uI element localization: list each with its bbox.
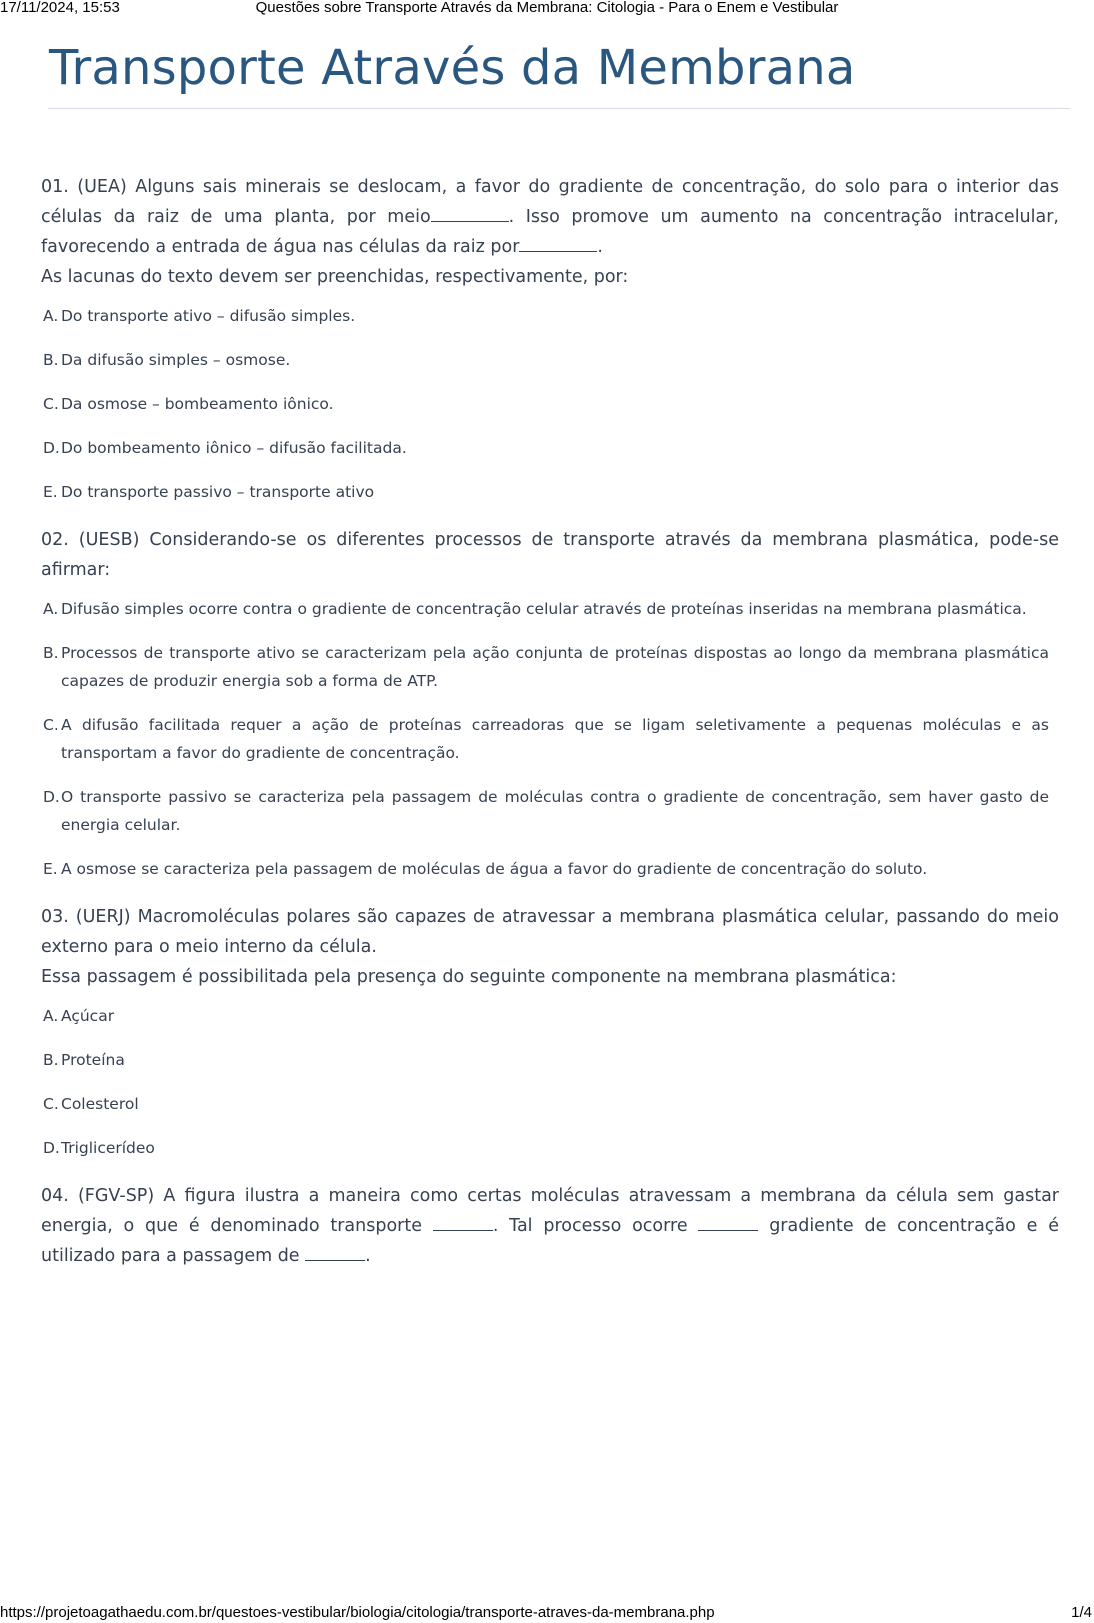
option-c <box>41 1090 1059 1118</box>
option-list <box>41 1002 1059 1162</box>
question-03 <box>41 902 1059 1162</box>
option-text: A difusão facilitada requer a ação de proteínas carreadoras que se ligam seletivamente a pequenas moléculas e as transportam a favor do gradiente de concentração. <box>61 716 1049 762</box>
question-02 <box>41 525 1059 883</box>
option-c <box>41 390 1059 418</box>
option-b <box>41 346 1059 374</box>
option-text: Da osmose – bombeamento iônico. <box>61 395 334 413</box>
option-text: Da difusão simples – osmose. <box>61 351 291 369</box>
option-list <box>41 302 1059 506</box>
print-document-title: Questões sobre Transporte Através da Membrana: Citologia - Para o Enem e Vestibular <box>255 0 839 16</box>
option-d <box>41 783 1059 839</box>
option-letter: B. <box>43 351 59 369</box>
print-header <box>0 0 1094 16</box>
answer-blank <box>431 203 509 222</box>
option-letter: A. <box>43 307 59 325</box>
option-text: Do transporte passivo – transporte ativo <box>61 483 375 501</box>
option-text: Do bombeamento iônico – difusão facilitada. <box>61 439 407 457</box>
question-04 <box>41 1181 1059 1271</box>
option-letter: C. <box>43 395 59 413</box>
option-letter: A. <box>43 600 59 618</box>
option-text: Açúcar <box>61 1007 115 1025</box>
option-letter: C. <box>43 716 59 734</box>
question-prompt: As lacunas do texto devem ser preenchidas, respectivamente, por: <box>41 267 629 287</box>
question-stem-part: gradiente de concentração e é utilizado para a passagem de <box>41 1216 1059 1266</box>
page-title: Transporte Através da Membrana <box>49 40 856 96</box>
option-text: O transporte passivo se caracteriza pela passagem de moléculas contra o gradiente de concentração, sem haver gasto de energia celular. <box>61 788 1049 834</box>
print-datetime: 17/11/2024, 15:53 <box>0 0 120 16</box>
answer-blank <box>519 233 597 252</box>
question-stem: 03. (UERJ) Macromoléculas polares são capazes de atravessar a membrana plasmática celular, passando do meio externo para o meio interno da célula. <box>41 907 1059 957</box>
option-a <box>41 1002 1059 1030</box>
question-stem-part: . Tal processo ocorre <box>492 1216 688 1236</box>
option-letter: D. <box>43 439 60 457</box>
question-stem-part: . Isso promove um aumento na concentração intracelular, favorecendo a entrada de água nas células da raiz por <box>41 207 1059 257</box>
option-letter: C. <box>43 1095 59 1113</box>
question-prompt: Essa passagem é possibilitada pela presença do seguinte componente na membrana plasmática: <box>41 967 897 987</box>
title-divider <box>48 108 1070 109</box>
print-url: https://projetoagathaedu.com.br/questoes-vestibular/biologia/citologia/transporte-atraves-da-membrana.php <box>0 1604 715 1621</box>
question-stem-part: 01. (UEA) Alguns sais minerais se deslocam, a favor do gradiente de concentração, do solo para o interior das células da raiz de uma planta, por meio <box>41 177 1059 227</box>
option-letter: A. <box>43 1007 59 1025</box>
option-b <box>41 639 1059 695</box>
answer-blank <box>305 1242 365 1261</box>
option-a <box>41 302 1059 330</box>
question-stem-part: 04. (FGV-SP) A figura ilustra a maneira como certas moléculas atravessam a membrana da célula sem gastar energia, o que é denominado transporte <box>41 1186 1059 1236</box>
option-b <box>41 1046 1059 1074</box>
question-stem: 02. (UESB) Considerando-se os diferentes processos de transporte através da membrana plasmática, pode-se afirmar: <box>41 530 1059 580</box>
answer-blank <box>698 1212 758 1231</box>
question-01 <box>41 172 1059 506</box>
option-e <box>41 855 1059 883</box>
option-text: Triglicerídeo <box>61 1139 155 1157</box>
option-letter: B. <box>43 644 59 662</box>
option-e <box>41 478 1059 506</box>
option-letter: D. <box>43 788 60 806</box>
option-list <box>41 595 1059 883</box>
option-a <box>41 595 1059 623</box>
questions-list <box>41 172 1059 1290</box>
print-footer <box>0 1604 1094 1622</box>
option-text: Colesterol <box>61 1095 139 1113</box>
option-text: Proteína <box>61 1051 125 1069</box>
question-stem-part: . <box>597 237 603 257</box>
question-stem <box>41 1181 1059 1271</box>
option-c <box>41 711 1059 767</box>
option-d <box>41 434 1059 462</box>
option-letter: E. <box>43 483 58 501</box>
option-text: Do transporte ativo – difusão simples. <box>61 307 356 325</box>
question-stem <box>41 172 1059 262</box>
question-stem-part: . <box>365 1246 371 1266</box>
option-letter: D. <box>43 1139 60 1157</box>
option-text: A osmose se caracteriza pela passagem de moléculas de água a favor do gradiente de concentração do soluto. <box>61 860 928 878</box>
page-number: 1/4 <box>1071 1604 1092 1621</box>
option-letter: E. <box>43 860 58 878</box>
option-text: Difusão simples ocorre contra o gradiente de concentração celular através de proteínas inseridas na membrana plasmática. <box>61 600 1027 618</box>
option-d <box>41 1134 1059 1162</box>
option-text: Processos de transporte ativo se caracterizam pela ação conjunta de proteínas dispostas ao longo da membrana plasmática capazes de produzir energia sob a forma de ATP. <box>61 644 1049 690</box>
option-letter: B. <box>43 1051 59 1069</box>
answer-blank <box>433 1212 493 1231</box>
